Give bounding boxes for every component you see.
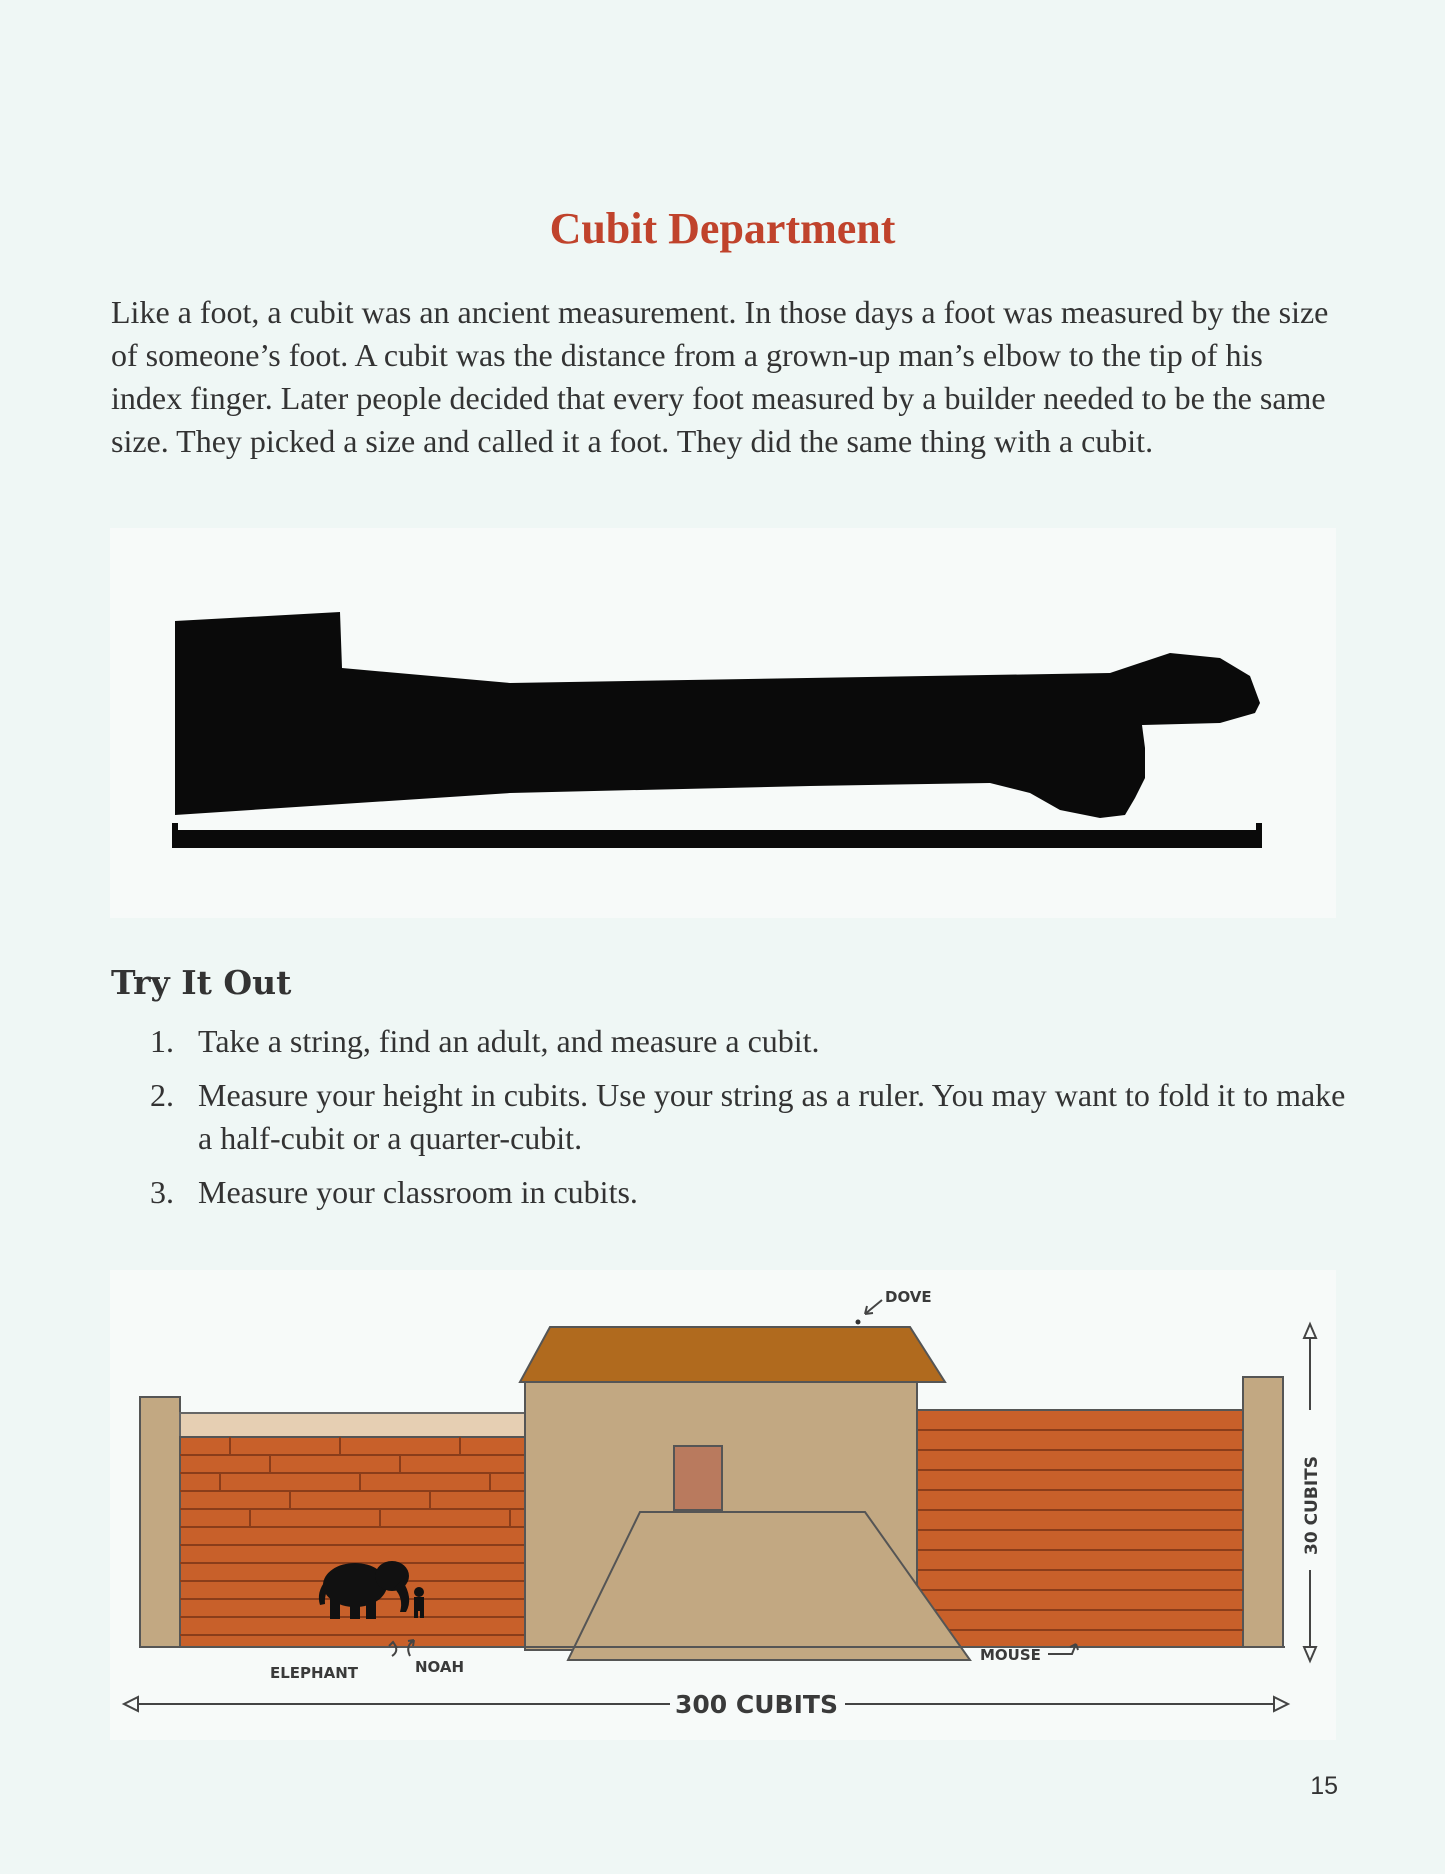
roof — [520, 1327, 945, 1382]
dove-bird — [856, 1320, 861, 1325]
section-heading: Try It Out — [111, 963, 292, 1002]
cubit-arm-illustration — [110, 528, 1336, 918]
steps-list — [150, 1020, 1350, 1225]
list-item: 3. Measure your classroom in cubits. — [150, 1174, 638, 1210]
page-number: 15 — [1310, 1772, 1338, 1800]
door — [674, 1446, 722, 1510]
length-label: 300 CUBITS — [675, 1690, 838, 1719]
list-item: 1. Take a string, find an adult, and measure a cubit. — [150, 1023, 820, 1059]
elephant-label: ELEPHANT — [270, 1664, 358, 1682]
noah-label: NOAH — [415, 1658, 465, 1676]
dove-label: DOVE — [885, 1288, 932, 1306]
cubit-ruler — [172, 830, 1262, 848]
list-item: 2. Measure your height in cubits. Use your string as a ruler. You may want to fold it to make a half-cubit or a quarter-cubit. — [150, 1077, 1346, 1156]
intro-paragraph: Like a foot, a cubit was an ancient measurement. In those days a foot was measured by the size of someone’s foot. A cubit was the distance from a grown-up man’s elbow to the tip of his index finger. Later people decided that every foot measured by a builder needed to be the same size. They picked a size and called it a foot. They did the same thing with a cubit. — [111, 294, 1329, 459]
mouse-label: MOUSE — [980, 1646, 1041, 1664]
left-post — [140, 1397, 180, 1647]
height-label: 30 CUBITS — [1302, 1456, 1322, 1555]
page-title: Cubit Department — [549, 204, 896, 253]
ark-illustration — [110, 1270, 1336, 1740]
right-post — [1243, 1377, 1283, 1647]
